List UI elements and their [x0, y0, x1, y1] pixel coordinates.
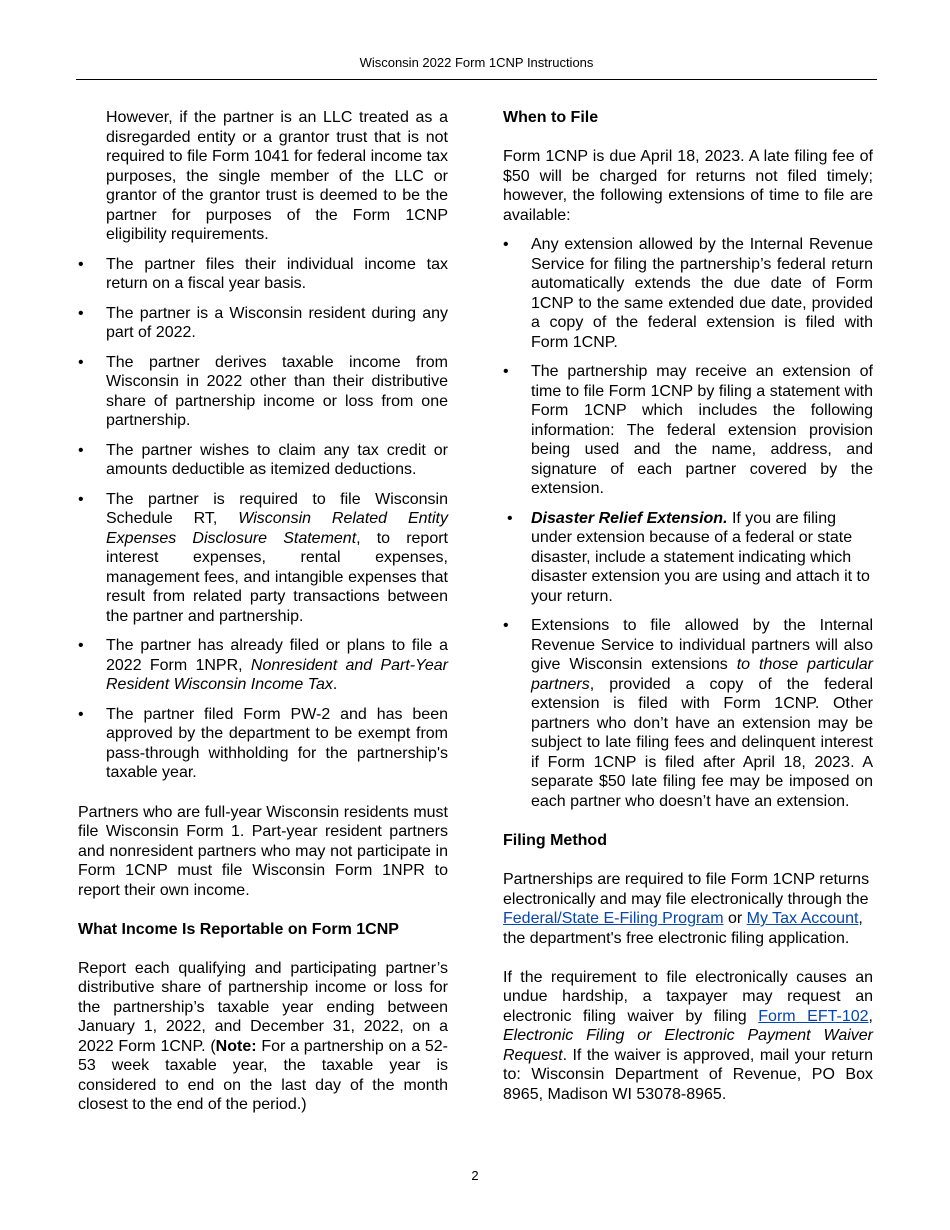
page-header: Wisconsin 2022 Form 1CNP Instructions [359, 55, 594, 70]
note-label: Note: [215, 1037, 257, 1055]
list-item [503, 616, 873, 811]
income-paragraph [78, 959, 448, 1115]
emphasis: to those particular partners [531, 656, 873, 693]
llc-paragraph: However, if the partner is an LLC treated as a disregarded entity or a grantor trust that is not required to file Form 1041 for federal income tax purposes, the single member of the LLC or grantor of the grantor trust is deemed to be the partner for purposes of the Form 1CNP eligibility requirements. [106, 109, 448, 243]
list-item: • The partner derives taxable income from Wisconsin in 2022 other than their distributive share of partnership income or loss from one partnership. [78, 353, 448, 431]
form-title: Wisconsin Related Entity Expenses Disclosure Statement [106, 510, 448, 547]
header-rule [76, 79, 877, 80]
eligibility-list [78, 255, 448, 783]
text: , [868, 1007, 873, 1025]
form-title: Nonresident and Part-Year Resident Wisconsin Income Tax [106, 656, 448, 693]
when-paragraph: Form 1CNP is due April 18, 2023. A late filing fee of $50 will be charged for returns not filed timely; however, the following extensions of time to file are available: [503, 148, 873, 224]
list-item: • The partner files their individual income tax return on a fiscal year basis. [78, 255, 448, 294]
waiver-paragraph [503, 968, 873, 1105]
extension-list [503, 235, 873, 811]
list-item: • The partner is a Wisconsin resident during any part of 2022. [78, 304, 448, 343]
text: Report each qualifying and participating partner’s distributive share of partnership income or loss for the partnership’s taxable year ending between January 1, 2022, and December 31, 2022, on a 2022 Form 1CNP. ( [78, 959, 448, 1055]
page-number: 2 [471, 1168, 479, 1183]
list-item: • The partnership may receive an extension of time to file Form 1CNP by filing a statement with Form 1CNP which includes the following information: The federal extension provision being used and the name, address, and signature of each partner covered by the extension. [503, 362, 873, 499]
text: or [723, 910, 747, 927]
text: Extensions to file allowed by the Internal Revenue Service to individual partners will also give Wisconsin extensions [531, 617, 873, 673]
text: Partnerships are required to file Form 1CNP returns electronically and may file electronically through the [503, 871, 870, 908]
list-item: • The partner wishes to claim any tax credit or amounts deductible as itemized deductions. [78, 441, 448, 480]
text: If you are filing under extension because of a federal or state disaster, include a statement indicating which disaster extension you are using and attach it to your return. [531, 509, 870, 605]
filing-paragraph [503, 870, 873, 948]
list-item [78, 490, 448, 627]
disaster-title: Disaster Relief Extension. [531, 509, 728, 527]
text: . [332, 676, 338, 693]
text: For a partnership on a 52-53 week taxable year, the taxable year is considered to end on the last day of the month closest to the end of the period.) [78, 1037, 448, 1113]
section-heading-income: What Income Is Reportable on Form 1CNP [78, 920, 399, 938]
text: . If the waiver is approved, mail your return to: Wisconsin Department of Revenue, PO Box 8965, Madison WI 53078-8965. [503, 1046, 873, 1103]
text: , the department's free electronic filing application. [503, 910, 863, 947]
section-heading-when: When to File [503, 109, 599, 126]
right-column [503, 108, 873, 1104]
form-title: Electronic Filing or Electronic Payment Waiver Request [503, 1027, 873, 1064]
text: The partner has already filed or plans to file a 2022 Form 1NPR, [106, 637, 448, 674]
list-item: • Any extension allowed by the Internal Revenue Service for filing the partnership’s federal return automatically extends the due date of Form 1CNP to the same extended due date, provided a copy of the federal extension is filed with Form 1CNP. [503, 235, 873, 352]
partners-paragraph: Partners who are full-year Wisconsin residents must file Wisconsin Form 1. Part-year resident partners and nonresident partners who may not participate in Form 1CNP must file Wisconsin Form 1NPR to report their own income. [78, 803, 448, 899]
text: If the requirement to file electronically causes an undue hardship, a taxpayer may request an electronic filing waiver by filing [503, 968, 873, 1025]
list-item: • The partner filed Form PW-2 and has been approved by the department to be exempt from pass-through withholding for the partnership's taxable year. [78, 705, 448, 783]
list-item [503, 509, 873, 607]
form-eft-102-link[interactable]: Form EFT-102 [758, 1007, 869, 1025]
text: The partner is required to file Wisconsin Schedule RT, [106, 490, 448, 527]
section-heading-filing: Filing Method [503, 832, 607, 849]
text: , provided a copy of the federal extension is filed with Form 1CNP. Other partners who don’t have an extension may be subject to late filing fees and delinquent interest if Form 1CNP is filed after April 18, 2023. A separate $50 late filing fee may be imposed on each partner who doesn’t have an extension. [531, 675, 873, 810]
efiling-program-link[interactable]: Federal/State E-Filing Program [503, 910, 724, 927]
left-column [78, 108, 448, 1115]
text: , to report interest expenses, rental expenses, management fees, and intangible expenses that result from related party transactions between the partner and partnership. [106, 529, 448, 625]
my-tax-account-link[interactable]: My Tax Account [746, 910, 859, 927]
list-item [78, 636, 448, 695]
